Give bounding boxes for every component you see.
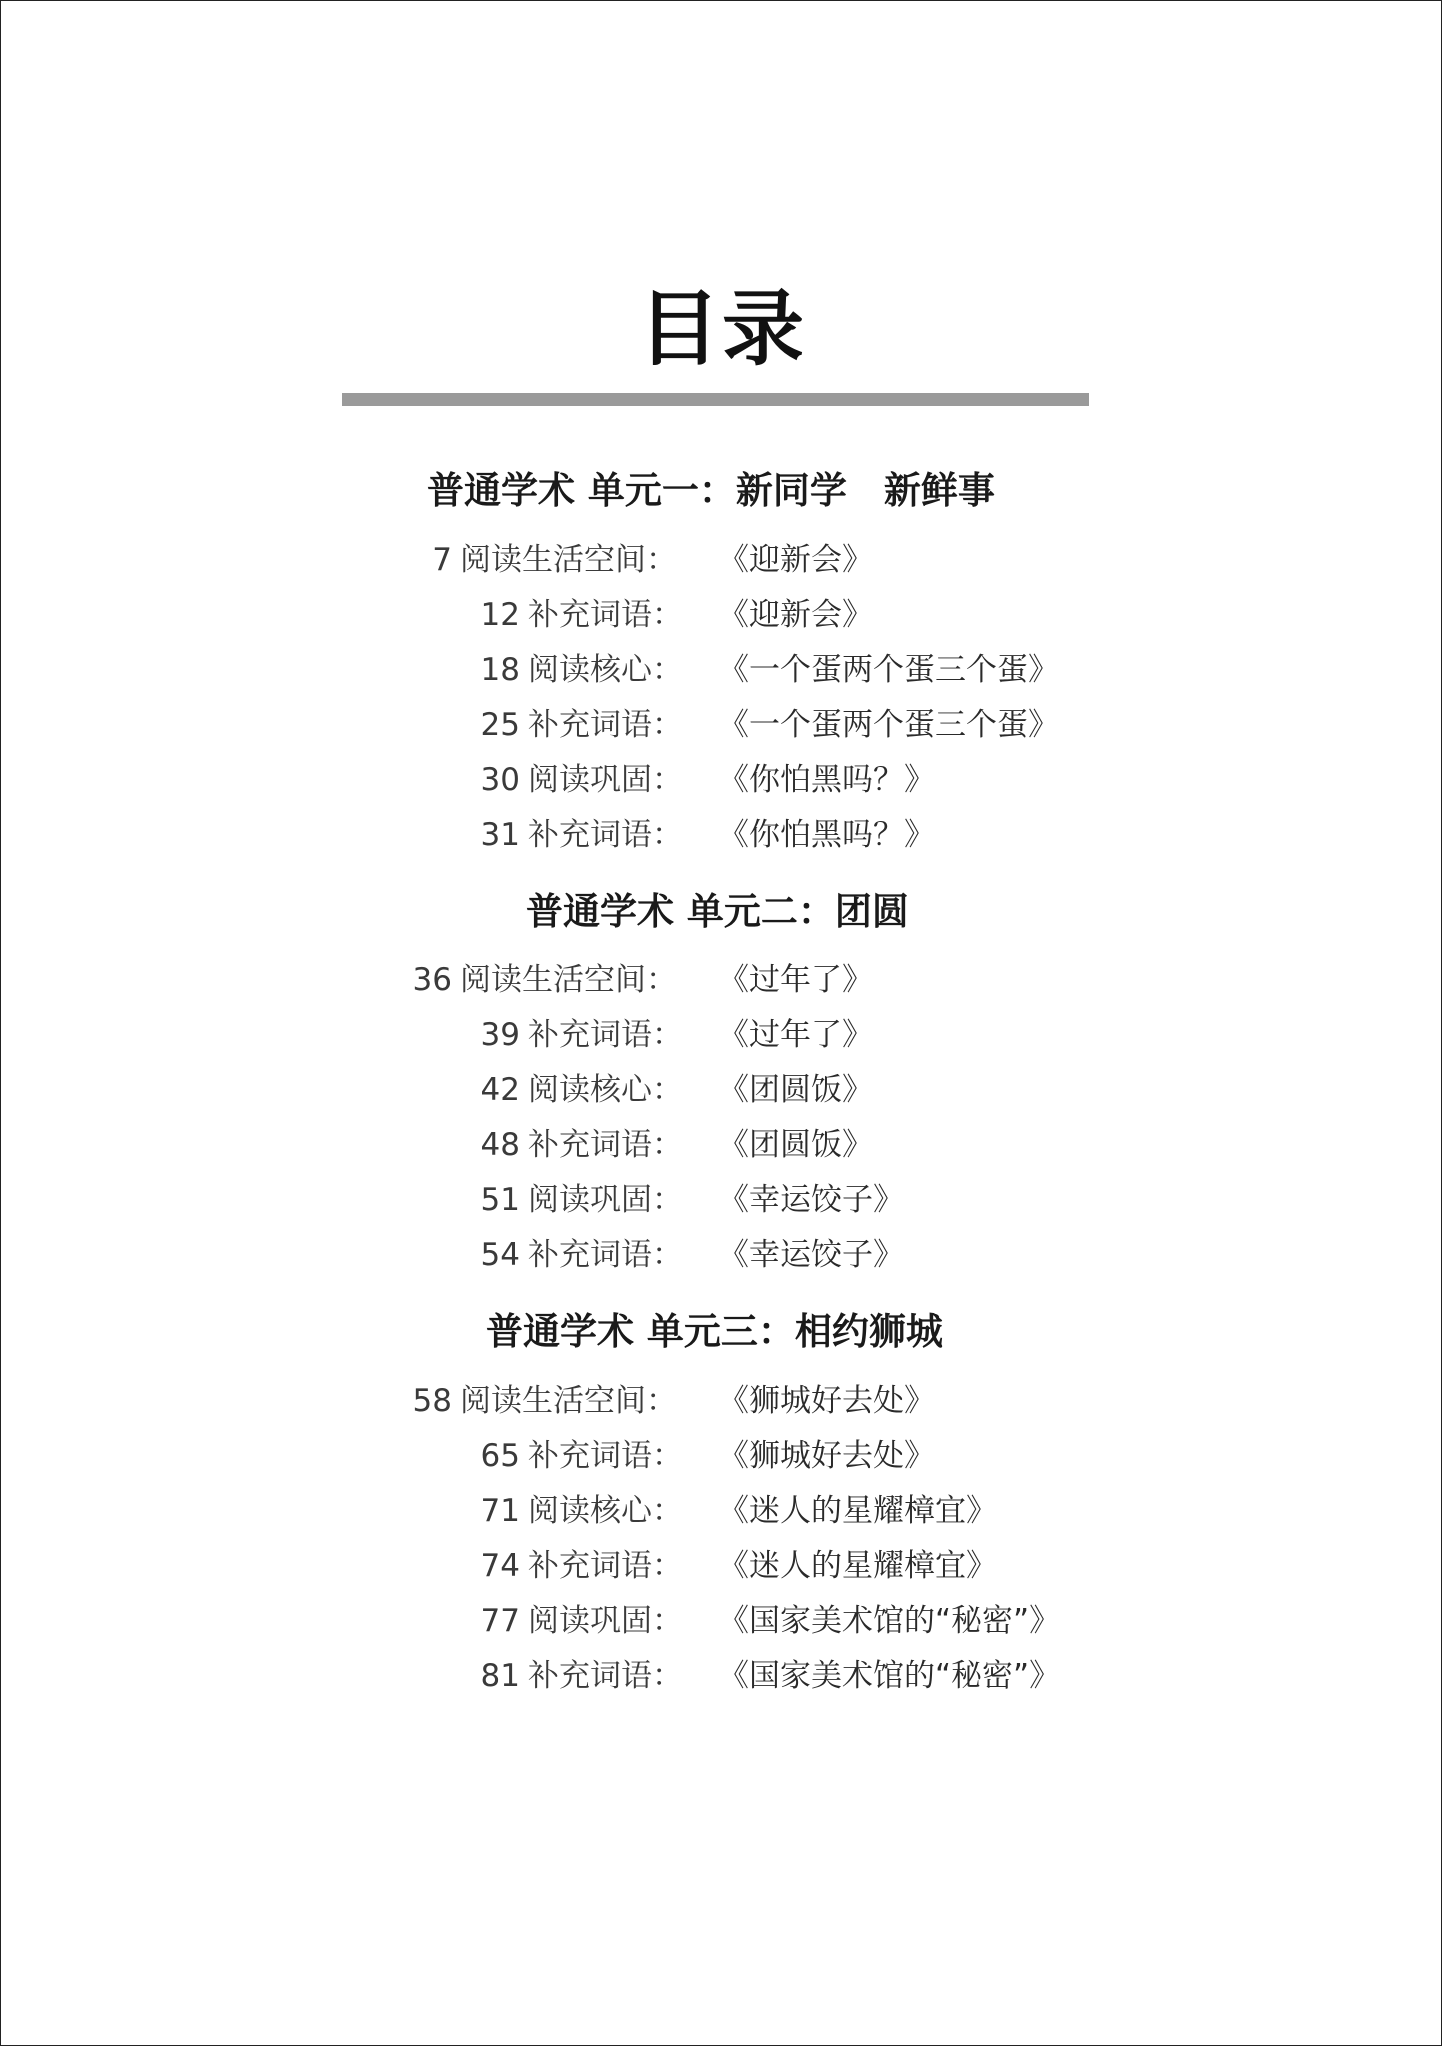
lesson-title: 《迷人的星耀樟宜》	[718, 1548, 997, 1584]
lesson-title: 《你怕黑吗？》	[718, 817, 935, 853]
lesson-title: 《团圆饭》	[718, 1072, 873, 1108]
lesson-title: 《团圆饭》	[718, 1127, 873, 1163]
lesson-title: 《迎新会》	[718, 597, 873, 633]
section-type-label: 阅读核心：	[528, 1072, 683, 1108]
section-type-label: 补充词语：	[528, 1237, 683, 1273]
page-number: 12	[480, 597, 520, 633]
toc-entry[interactable]	[0, 755, 1444, 805]
section-type-label: 补充词语：	[528, 707, 683, 743]
section-type-label: 补充词语：	[528, 1017, 683, 1053]
section-type-label: 阅读巩固：	[528, 1603, 683, 1639]
page-number: 18	[480, 652, 520, 688]
lesson-title: 《一个蛋两个蛋三个蛋》	[718, 652, 1059, 688]
section-type-label: 补充词语：	[528, 1438, 683, 1474]
toc-entry[interactable]	[0, 1376, 1444, 1426]
toc-entry[interactable]	[0, 1486, 1444, 1536]
page-number: 39	[480, 1017, 520, 1053]
lesson-title: 《幸运饺子》	[718, 1237, 904, 1273]
lesson-title: 《国家美术馆的“秘密”》	[718, 1603, 1061, 1639]
section-type-label: 阅读巩固：	[528, 762, 683, 798]
lesson-title: 《狮城好去处》	[718, 1438, 935, 1474]
section-type-label: 阅读生活空间：	[460, 962, 677, 998]
section-type-label: 阅读核心：	[528, 652, 683, 688]
toc-entry[interactable]	[0, 1596, 1444, 1646]
toc-entry[interactable]	[0, 1175, 1444, 1225]
toc-entry[interactable]	[0, 1651, 1444, 1701]
lesson-title: 《幸运饺子》	[718, 1182, 904, 1218]
page-number: 74	[480, 1548, 520, 1584]
title-underline	[342, 393, 1089, 406]
page-number: 30	[480, 762, 520, 798]
toc-entry[interactable]	[0, 810, 1444, 860]
section-type-label: 补充词语：	[528, 1658, 683, 1694]
page-number: 48	[480, 1127, 520, 1163]
page-number: 42	[480, 1072, 520, 1108]
lesson-title: 《狮城好去处》	[718, 1383, 935, 1419]
toc-entry[interactable]	[0, 590, 1444, 640]
unit-heading: 普通学术 单元二：团圆	[526, 890, 909, 933]
toc-entry[interactable]	[0, 535, 1444, 585]
section-type-label: 阅读生活空间：	[460, 1383, 677, 1419]
page-title: 目录	[637, 282, 806, 377]
toc-entry[interactable]	[0, 1120, 1444, 1170]
page-number: 7	[432, 542, 452, 578]
toc-entry[interactable]	[0, 955, 1444, 1005]
toc-entry[interactable]	[0, 645, 1444, 695]
page-number: 31	[480, 817, 520, 853]
toc-entry[interactable]	[0, 1541, 1444, 1591]
section-type-label: 补充词语：	[528, 1548, 683, 1584]
section-type-label: 阅读生活空间：	[460, 542, 677, 578]
section-type-label: 补充词语：	[528, 597, 683, 633]
lesson-title: 《一个蛋两个蛋三个蛋》	[718, 707, 1059, 743]
page-number: 36	[412, 962, 452, 998]
lesson-title: 《你怕黑吗？》	[718, 762, 935, 798]
toc-entry[interactable]	[0, 700, 1444, 750]
page-number: 58	[412, 1383, 452, 1419]
toc-entry[interactable]	[0, 1065, 1444, 1115]
page-number: 71	[480, 1493, 520, 1529]
section-type-label: 阅读核心：	[528, 1493, 683, 1529]
page-number: 77	[480, 1603, 520, 1639]
section-type-label: 补充词语：	[528, 817, 683, 853]
page-number: 51	[480, 1182, 520, 1218]
page-number: 65	[480, 1438, 520, 1474]
toc-entry[interactable]	[0, 1431, 1444, 1481]
lesson-title: 《过年了》	[718, 962, 873, 998]
lesson-title: 《迎新会》	[718, 542, 873, 578]
toc-entry[interactable]	[0, 1010, 1444, 1060]
lesson-title: 《过年了》	[718, 1017, 873, 1053]
section-type-label: 补充词语：	[528, 1127, 683, 1163]
page-number: 81	[480, 1658, 520, 1694]
lesson-title: 《迷人的星耀樟宜》	[718, 1493, 997, 1529]
unit-heading: 普通学术 单元三：相约狮城	[486, 1310, 943, 1353]
unit-heading: 普通学术 单元一：新同学 新鲜事	[427, 469, 995, 512]
toc-entry[interactable]	[0, 1230, 1444, 1280]
page-number: 54	[480, 1237, 520, 1273]
lesson-title: 《国家美术馆的“秘密”》	[718, 1658, 1061, 1694]
page-number: 25	[480, 707, 520, 743]
section-type-label: 阅读巩固：	[528, 1182, 683, 1218]
